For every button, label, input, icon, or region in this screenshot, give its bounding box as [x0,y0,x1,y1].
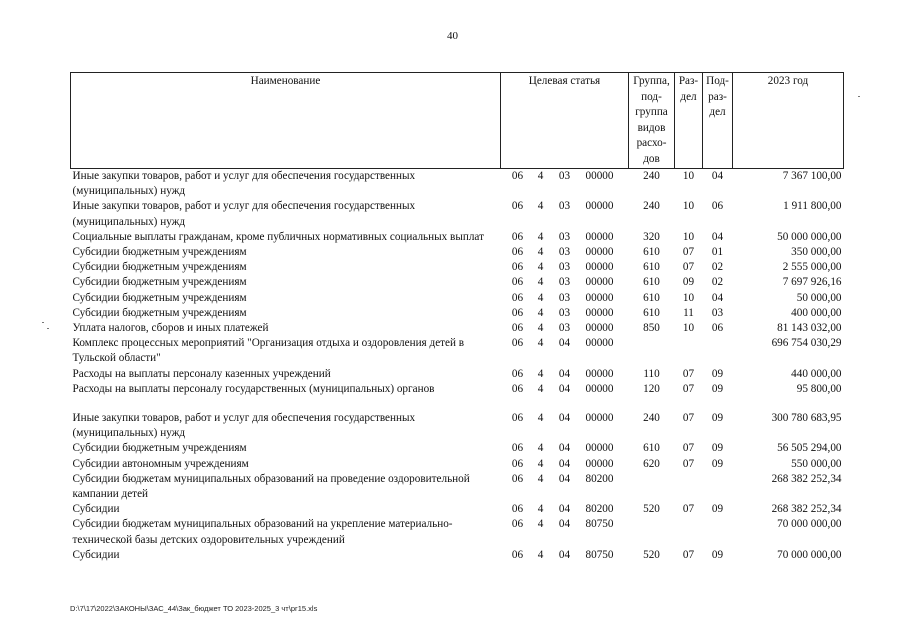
row-name: Субсидии бюджетным учреждениям [72,261,247,274]
row-target-article [501,321,629,336]
row-name: Субсидии бюджетным учреждениям [72,276,247,289]
row-subsection: 09 [711,382,724,395]
row-section: 10 [682,322,695,335]
row-subsection: 09 [711,548,724,561]
row-subsection: 03 [711,306,724,319]
row-expense-group: 240 [643,412,660,425]
row-target-article [501,199,629,229]
table-row [71,275,844,290]
row-name: Иные закупки товаров, работ и услуг для обеспечения государственных (муниципальных) нужд [72,412,416,440]
row-name: Субсидии [72,503,120,516]
row-section: 07 [682,246,695,259]
scan-speck [858,96,860,97]
target-program-code: 06 [511,457,524,470]
row-expense-group: 610 [643,291,660,304]
target-structure-code: 04 [558,503,571,516]
target-direction-code: 00000 [585,367,614,380]
row-target-article [501,382,629,397]
target-structure-code: 03 [558,246,571,259]
target-structure-code: 03 [558,306,571,319]
row-section [675,472,703,502]
row-amount: 7 367 100,00 [782,170,842,182]
row-section: 10 [682,200,695,213]
row-target-article [501,245,629,260]
row-amount: 1 911 800,00 [783,200,842,213]
row-expense-group: 240 [643,170,660,182]
row-target-article [501,517,629,547]
target-program-code: 06 [511,382,524,395]
row-name: Субсидии [72,548,120,561]
target-structure-code: 04 [558,382,571,395]
target-program-code: 06 [511,322,524,335]
row-section: 10 [682,170,695,182]
row-amount: 440 000,00 [791,367,842,380]
row-amount: 70 000 000,00 [777,518,842,531]
target-direction-code: 00000 [585,246,614,259]
header-target-article: Целевая статья [501,73,629,169]
header-name: Наименование [71,73,501,169]
row-name: Субсидии бюджетным учреждениям [72,442,247,455]
row-section: 07 [682,382,695,395]
target-subprogram-code: 4 [537,246,544,259]
row-target-article [501,291,629,306]
target-structure-code: 04 [558,337,571,350]
target-structure-code: 03 [558,200,571,213]
row-amount: 50 000,00 [796,291,842,304]
target-direction-code: 00000 [585,276,614,289]
target-structure-code: 03 [558,291,571,304]
row-amount: 696 754 030,29 [771,337,842,350]
row-name: Субсидии бюджетам муниципальных образований на проведение оздоровительной кампании детей [72,472,470,501]
row-expense-group: 520 [643,548,660,561]
row-amount: 300 780 683,95 [771,412,842,425]
row-amount: 400 000,00 [791,306,842,319]
target-program-code: 06 [511,442,524,455]
target-program-code: 06 [511,503,524,516]
target-program-code: 06 [511,548,524,561]
row-subsection: 09 [711,412,724,425]
row-subsection: 09 [711,442,724,455]
row-subsection: 06 [711,322,724,335]
target-direction-code: 80200 [585,472,614,485]
row-subsection: 02 [711,261,724,274]
row-subsection: 02 [711,276,724,289]
target-structure-code: 04 [558,457,571,470]
row-section: 07 [682,457,695,470]
target-structure-code: 04 [558,367,571,380]
table-row [71,291,844,306]
row-name: Социальные выплаты гражданам, кроме публичных нормативных социальных выплат [72,230,484,243]
row-subsection: 09 [711,457,724,470]
target-structure-code: 03 [558,230,571,243]
row-section: 07 [682,367,695,380]
row-expense-group: 240 [643,200,660,213]
row-amount: 7 697 926,16 [782,276,842,289]
row-name: Расходы на выплаты персоналу государственных (муниципальных) органов [72,382,435,395]
target-direction-code: 00000 [585,291,614,304]
target-program-code: 06 [511,246,524,259]
budget-table [70,72,844,563]
target-program-code: 06 [511,276,524,289]
row-subsection: 09 [711,503,724,516]
target-direction-code: 00000 [585,170,614,182]
target-structure-code: 03 [558,322,571,335]
target-subprogram-code: 4 [537,276,544,289]
row-name: Уплата налогов, сборов и иных платежей [72,322,269,335]
row-section: 10 [682,291,695,304]
row-expense-group: 610 [643,276,660,289]
row-expense-group: 320 [643,230,660,243]
row-expense-group: 120 [643,382,660,395]
row-expense-group [629,336,675,366]
target-direction-code: 80750 [585,548,614,561]
row-section: 07 [682,261,695,274]
target-subprogram-code: 4 [537,382,544,395]
row-section: 07 [682,503,695,516]
row-target-article [501,367,629,382]
target-subprogram-code: 4 [537,412,544,425]
row-name: Субсидии бюджетным учреждениям [72,291,247,304]
row-expense-group: 610 [643,306,660,319]
target-direction-code: 00000 [585,322,614,335]
target-subprogram-code: 4 [537,261,544,274]
row-section: 11 [683,306,694,319]
table-row [71,367,844,382]
target-subprogram-code: 4 [537,518,544,531]
target-subprogram-code: 4 [537,291,544,304]
row-amount: 350 000,00 [791,246,842,259]
row-expense-group: 110 [643,367,660,380]
table-row [71,548,844,563]
row-amount: 70 000 000,00 [777,548,842,561]
header-expense-group: Группа, под- группа видов расхо- дов [629,73,675,169]
header-subsection: Под- раз- дел [703,73,733,169]
row-section: 07 [682,548,695,561]
target-program-code: 06 [511,200,524,213]
target-subprogram-code: 4 [537,337,544,350]
target-subprogram-code: 4 [537,503,544,516]
target-subprogram-code: 4 [537,472,544,485]
table-row [71,230,844,245]
table-row [71,260,844,275]
row-target-article [501,441,629,456]
row-amount: 50 000 000,00 [777,230,842,243]
row-amount: 95 800,00 [796,382,842,395]
target-direction-code: 00000 [585,200,614,213]
row-subsection [703,336,733,366]
target-program-code: 06 [511,518,524,531]
row-subsection: 04 [711,170,724,182]
row-amount: 268 382 252,34 [771,472,842,485]
target-subprogram-code: 4 [537,230,544,243]
target-direction-code: 00000 [585,412,614,425]
table-row [71,169,844,200]
row-section [675,336,703,366]
scan-speck [47,328,49,329]
target-structure-code: 03 [558,276,571,289]
row-subsection [703,517,733,547]
row-amount: 56 505 294,00 [777,442,842,455]
row-subsection: 01 [711,246,724,259]
row-expense-group: 610 [643,246,660,259]
table-row [71,502,844,517]
target-structure-code: 04 [558,412,571,425]
table-row [71,306,844,321]
row-target-article [501,260,629,275]
row-expense-group [629,472,675,502]
row-subsection: 04 [711,230,724,243]
row-target-article [501,472,629,502]
row-name: Субсидии бюджетным учреждениям [72,306,247,319]
target-program-code: 06 [511,170,524,182]
row-target-article [501,457,629,472]
table-row [71,472,844,502]
table-spacer-row [71,397,844,411]
target-subprogram-code: 4 [537,457,544,470]
target-program-code: 06 [511,412,524,425]
row-section [675,517,703,547]
row-name: Иные закупки товаров, работ и услуг для обеспечения государственных (муниципальных) нужд [72,200,416,228]
row-target-article [501,169,629,200]
row-expense-group: 620 [643,457,660,470]
page-number: 40 [447,30,458,42]
target-subprogram-code: 4 [537,306,544,319]
row-subsection: 09 [711,367,724,380]
target-subprogram-code: 4 [537,548,544,561]
target-subprogram-code: 4 [537,170,544,182]
target-program-code: 06 [511,337,524,350]
row-target-article [501,548,629,563]
header-section: Раз- дел [675,73,703,169]
table-row [71,199,844,229]
target-direction-code: 80750 [585,518,614,531]
row-subsection: 04 [711,291,724,304]
row-expense-group: 610 [643,261,660,274]
row-name: Иные закупки товаров, работ и услуг для обеспечения государственных (муниципальных) нужд [72,170,416,198]
target-direction-code: 00000 [585,261,614,274]
row-target-article [501,275,629,290]
row-name: Субсидии бюджетным учреждениям [72,246,247,259]
table-body [71,169,844,564]
row-expense-group: 850 [643,322,660,335]
target-subprogram-code: 4 [537,367,544,380]
row-section: 09 [682,276,695,289]
target-direction-code: 00000 [585,230,614,243]
row-subsection [703,472,733,502]
row-target-article [501,230,629,245]
target-direction-code: 00000 [585,306,614,319]
row-section: 07 [682,412,695,425]
row-name: Субсидии бюджетам муниципальных образований на укрепление материально-технической базы детских оздоровительных учреждений [72,518,453,546]
table-row [71,441,844,456]
table-row [71,245,844,260]
table-row [71,411,844,441]
row-target-article [501,411,629,441]
row-amount: 550 000,00 [791,457,842,470]
table-row [71,382,844,397]
target-program-code: 06 [511,291,524,304]
row-subsection: 06 [711,200,724,213]
row-target-article [501,336,629,366]
scan-speck [42,322,44,323]
table-row [71,321,844,336]
target-subprogram-code: 4 [537,442,544,455]
table-row [71,336,844,366]
target-direction-code: 00000 [585,337,614,350]
row-target-article [501,306,629,321]
table-header-row [71,73,844,169]
target-structure-code: 03 [558,170,571,182]
target-structure-code: 04 [558,518,571,531]
target-structure-code: 03 [558,261,571,274]
row-expense-group: 520 [643,503,660,516]
row-name: Расходы на выплаты персоналу казенных учреждений [72,367,331,380]
file-path-footer: D:\7\17\2022\ЗАКОНЫ\ЗАС_44\Зак_бюджет ТО 2023-2025_3 чт\рг15.xls [70,604,318,613]
row-section: 07 [682,442,695,455]
target-structure-code: 04 [558,442,571,455]
target-direction-code: 80200 [585,503,614,516]
target-direction-code: 00000 [585,457,614,470]
target-program-code: 06 [511,472,524,485]
target-program-code: 06 [511,306,524,319]
target-program-code: 06 [511,230,524,243]
header-year: 2023 год [733,73,844,169]
target-program-code: 06 [511,367,524,380]
target-subprogram-code: 4 [537,322,544,335]
target-program-code: 06 [511,261,524,274]
row-amount: 81 143 032,00 [777,322,842,335]
row-section: 10 [682,230,695,243]
row-name: Субсидии автономным учреждениям [72,457,249,470]
row-target-article [501,502,629,517]
target-direction-code: 00000 [585,382,614,395]
target-direction-code: 00000 [585,442,614,455]
target-structure-code: 04 [558,472,571,485]
target-subprogram-code: 4 [537,200,544,213]
row-amount: 2 555 000,00 [782,261,842,274]
row-expense-group: 610 [643,442,660,455]
row-amount: 268 382 252,34 [771,503,842,516]
table-row [71,457,844,472]
table-row [71,517,844,547]
target-structure-code: 04 [558,548,571,561]
row-name: Комплекс процессных мероприятий "Организация отдыха и оздоровления детей в Тульской области" [72,337,465,365]
spacer-cell [71,397,844,411]
row-expense-group [629,517,675,547]
